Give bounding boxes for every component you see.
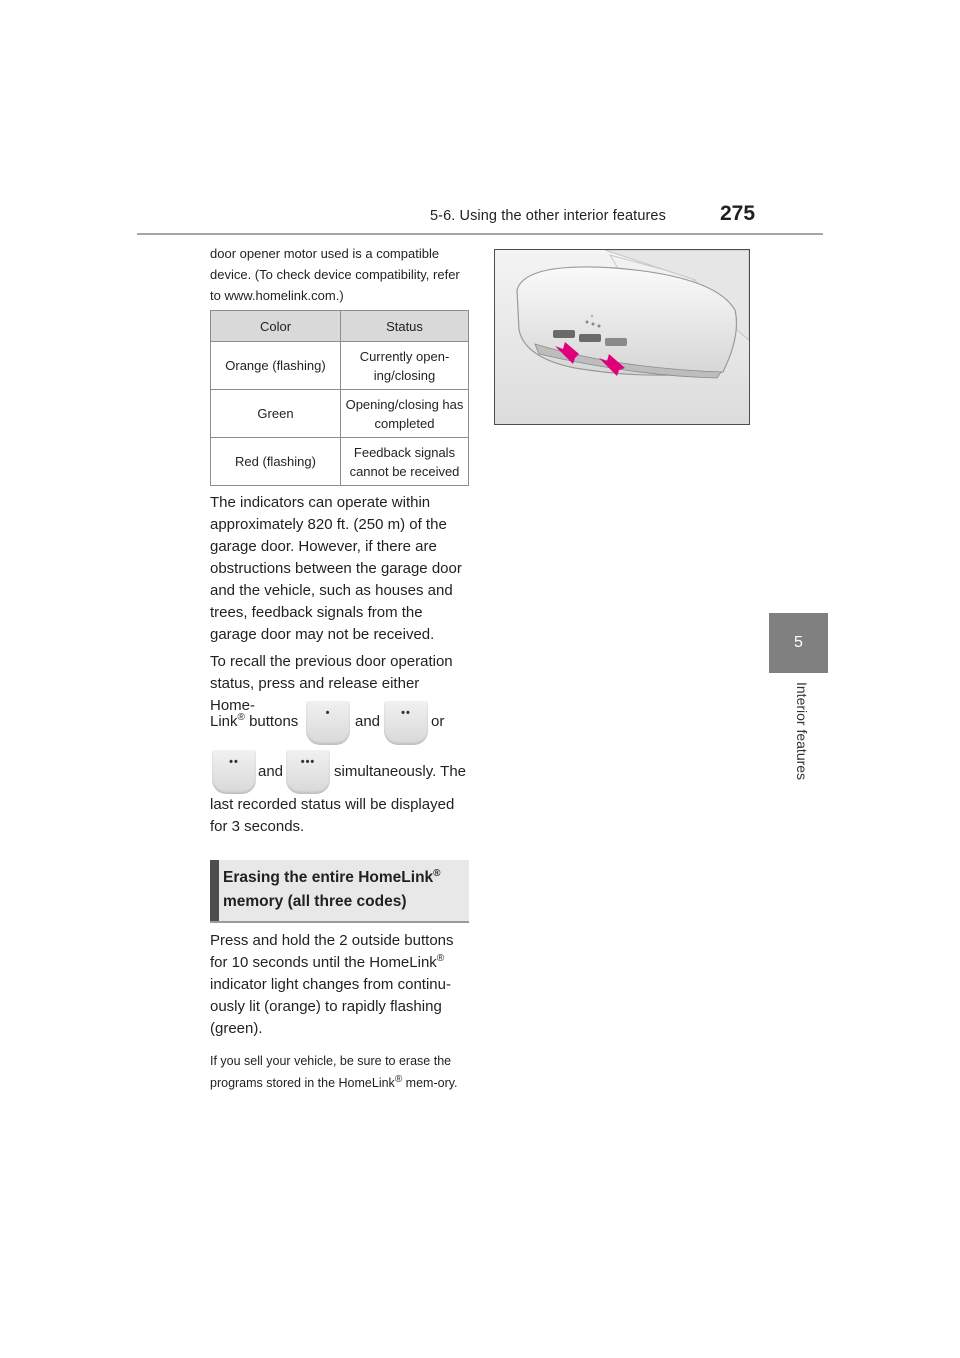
table-cell-color: Orange (flashing) [211,342,341,390]
homelink-button-2-icon: •• [384,701,428,745]
note-text-end: mem-ory. [405,1076,458,1090]
table-row [211,438,469,486]
mirror-drawing [495,250,749,424]
registered-mark: ® [394,1073,403,1085]
section-heading-bar [210,860,219,921]
or-word: or [431,713,445,730]
column-header-status: Status [341,311,469,342]
table-cell-status: Currently open-ing/closing [341,342,469,390]
page-number: 275 [720,202,756,225]
table-row [211,390,469,438]
section-heading [210,860,469,923]
and-word: and [355,713,381,730]
homelink-button-2-icon: •• [212,750,256,794]
status-table [210,310,469,486]
intro-text: door opener motor used is a compatible device. (To check device compatibility, refer to www.homelink.com.) [210,246,460,303]
table-row [211,342,469,390]
note-text-start: If you sell your vehicle, be sure to erase the programs stored in the HomeLink [210,1054,452,1090]
simultaneously-text: simultaneously. The [334,763,467,780]
table-cell-status: Feedback signals cannot be received [341,438,469,486]
registered-mark: ® [436,953,445,964]
section-heading-line1: Erasing the entire HomeLink [223,869,434,886]
erase-paragraph [210,930,468,1040]
buttons-word: buttons [249,713,299,730]
registered-mark: ® [433,867,441,879]
erase-text-start: Press and hold the 2 outside buttons for 10 seconds until the HomeLink [210,932,454,971]
table-cell-color: Red (flashing) [211,438,341,486]
range-paragraph: The indicators can operate within approximately 820 ft. (250 m) of the garage door. However, if there are obstructions between the garage door and the vehicle, such as houses and trees, feedback signals from the garage door may not be received. [210,494,462,643]
homelink-button-1-icon: • [306,701,350,745]
chapter-number: 5 [794,634,803,651]
recall-paragraph: To recall the previous door operation status, press and release either Home- [210,653,453,714]
table-cell-color: Green [211,390,341,438]
homelink-button-3-icon: ••• [286,750,330,794]
column-header-color: Color [211,311,341,342]
section-heading-line2: memory (all three codes) [223,893,407,910]
chapter-label: Interior features [794,682,810,781]
note-text [210,1050,470,1094]
registered-mark: ® [237,712,245,723]
homelink-word: Link [210,713,238,730]
table-cell-status: Opening/closing has completed [341,390,469,438]
section-title: 5-6. Using the other interior features [430,208,666,224]
header-divider [137,233,823,235]
and-word: and [258,763,284,780]
table-header-row [211,311,469,342]
recall-line-buttons [210,713,298,730]
recall-paragraph-end: last recorded status will be displayed for 3 seconds. [210,796,455,835]
rearview-mirror-illustration [494,249,750,425]
erase-text-end: indicator light changes from continu-ously lit (orange) to rapidly flashing (green). [210,976,451,1037]
